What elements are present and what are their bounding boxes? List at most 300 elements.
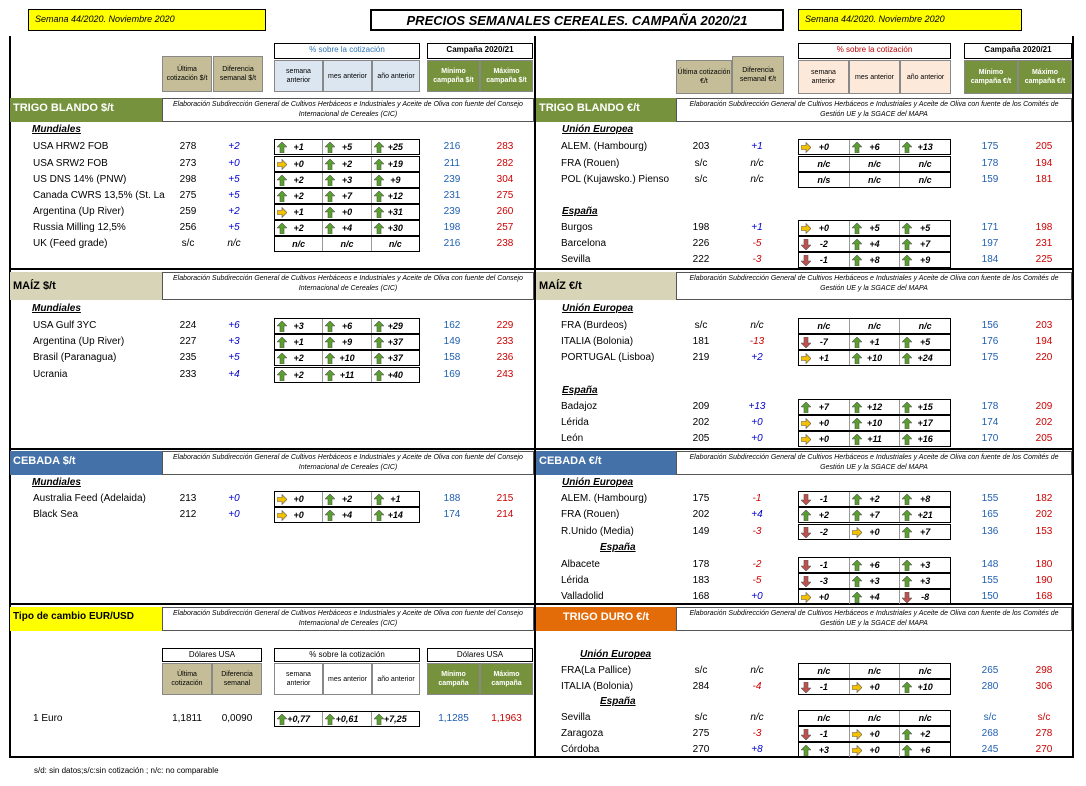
pct-month — [850, 221, 901, 235]
arrow-down-icon — [801, 239, 811, 250]
fx-header-semana: semana anterior — [274, 663, 323, 695]
header-ano: año anterior — [372, 60, 420, 92]
pct-month — [850, 743, 901, 757]
row-pct-changes — [798, 350, 951, 366]
row-name: Sevilla — [561, 712, 591, 723]
pct-week-value: -1 — [819, 729, 828, 739]
row-last-price: 198 — [692, 222, 710, 233]
row-season-max: s/c — [1037, 712, 1051, 723]
row-pct-changes — [798, 156, 951, 172]
row-weekly-diff: -3 — [752, 254, 762, 265]
row-weekly-diff: -5 — [752, 575, 762, 586]
pct-month-value: +5 — [341, 142, 353, 152]
subheading-ue-duro: Unión Europea — [580, 649, 652, 660]
pct-year-value: +37 — [387, 337, 403, 347]
row-weekly-diff: +4 — [228, 369, 240, 380]
row-weekly-diff: +2 — [228, 206, 240, 217]
arrow-up-icon — [374, 714, 384, 725]
pct-year — [900, 508, 950, 522]
row-season-min: 149 — [443, 336, 461, 347]
row-name: POL (Kujawsko.) Pienso — [561, 174, 670, 185]
row-last-price: s/c — [181, 238, 195, 249]
row-pct-changes — [274, 367, 420, 383]
price-row — [0, 350, 1086, 366]
row-last-price: 178 — [692, 559, 710, 570]
pct-week-value: n/c — [817, 321, 831, 331]
row-last-price: 203 — [692, 141, 710, 152]
header-pct: % sobre la cotización — [274, 43, 420, 59]
row-name: USA Gulf 3YC — [33, 320, 97, 331]
pct-week-value: +0 — [818, 142, 829, 152]
pct-month-value: +10 — [866, 418, 883, 428]
row-last-price: 183 — [692, 575, 710, 586]
pct-week-value: +0 — [293, 494, 304, 504]
row-season-min: 184 — [981, 254, 999, 265]
row-season-max: 260 — [496, 206, 514, 217]
pct-month-value: +4 — [869, 592, 880, 602]
footer-legend: s/d: sin datos;s/c:sin cotización ; n/c: no comparable — [34, 766, 219, 775]
row-season-max: 168 — [1035, 591, 1053, 602]
row-season-min: 280 — [981, 681, 999, 692]
row-name: ALEM. (Hambourg) — [561, 141, 648, 152]
row-name: Australia Feed (Adelaida) — [33, 493, 146, 504]
pct-month-value: n/c — [868, 159, 882, 169]
fx-header-mes: mes anterior — [323, 663, 372, 695]
arrow-up-icon — [852, 576, 862, 587]
arrow-right-icon — [801, 353, 811, 364]
source-note-maiz-eur: Elaboración Subdirección General de Cultivos Herbáceos e Industriales y Aceite de Oliva con fuente de los Comités de Gestión UE y la SGACE del MAPA — [676, 272, 1072, 300]
row-weekly-diff: +2 — [751, 352, 763, 363]
section-trigo-duro: TRIGO DURO €/t — [536, 607, 676, 631]
source-note-trigo-usd: Elaboración Subdirección General de Cultivos Herbáceos e Industriales y Aceite de Oliva con fuente del Consejo Internacional de Cereales (CIC) — [162, 98, 534, 122]
pct-year-value: n/c — [918, 666, 932, 676]
pct-week-value: -1 — [819, 560, 828, 570]
arrow-down-icon — [902, 592, 912, 603]
row-name: Sevilla — [561, 254, 591, 265]
section-trigo-usd: TRIGO BLANDO $/t — [10, 98, 162, 122]
arrow-up-icon — [801, 510, 811, 521]
row-season-max: 203 — [1035, 320, 1053, 331]
row-weekly-diff: +0 — [228, 509, 240, 520]
pct-week-value: +0,77 — [287, 714, 311, 724]
pct-year-value: n/c — [388, 239, 402, 249]
row-season-min: 162 — [443, 320, 461, 331]
arrow-right-icon — [277, 207, 287, 218]
row-season-min: 156 — [981, 320, 999, 331]
row-season-min: 175 — [981, 141, 999, 152]
arrow-up-icon — [902, 527, 912, 538]
price-row — [0, 415, 1086, 431]
fx-min: 1,1285 — [438, 713, 469, 724]
row-name: US DNS 14% (PNW) — [33, 174, 127, 185]
section-fx: Tipo de cambio EUR/USD — [10, 607, 162, 631]
row-weekly-diff: -3 — [752, 526, 762, 537]
row-last-price: 149 — [692, 526, 710, 537]
fx-header-maximo: Máximo campaña — [480, 663, 533, 695]
subheading-espana-maiz: España — [562, 385, 598, 396]
pct-year — [372, 189, 419, 203]
price-row — [0, 557, 1086, 573]
pct-week — [799, 400, 850, 414]
row-season-min: 174 — [981, 417, 999, 428]
row-last-price: 181 — [692, 336, 710, 347]
row-season-max: 229 — [496, 320, 514, 331]
row-name: Lérida — [561, 575, 589, 586]
row-pct-changes — [798, 139, 951, 155]
pct-year-value: n/c — [918, 713, 932, 723]
row-name: Brasil (Paranagua) — [33, 352, 117, 363]
pct-month — [850, 680, 901, 694]
pct-year-value: +31 — [387, 207, 403, 217]
row-season-max: 304 — [496, 174, 514, 185]
pct-year-value: +21 — [917, 510, 933, 520]
row-season-max: 238 — [496, 238, 514, 249]
header-mes-eur: mes anterior — [849, 60, 900, 94]
row-name: Burgos — [561, 222, 593, 233]
pct-month-value: +10 — [339, 353, 355, 363]
pct-month — [850, 727, 901, 741]
fx-last: 1,1811 — [172, 713, 202, 724]
pct-month-value: +6 — [341, 321, 353, 331]
row-name: R.Unido (Media) — [561, 526, 634, 537]
pct-year-value: +17 — [917, 418, 933, 428]
pct-week-value: +1 — [293, 337, 304, 347]
pct-year-value: +5 — [920, 337, 931, 347]
row-pct-changes — [798, 491, 951, 507]
pct-month-value: n/c — [868, 713, 882, 723]
pct-month-value: +12 — [866, 402, 883, 412]
pct-month — [850, 590, 901, 604]
subheading-espana-duro: España — [600, 696, 636, 707]
pct-month-value: +2 — [341, 494, 353, 504]
pct-week-value: +0 — [818, 592, 829, 602]
pct-year — [372, 368, 419, 382]
row-pct-changes — [274, 188, 420, 204]
arrow-up-icon — [902, 337, 912, 348]
price-row — [0, 139, 1086, 155]
pct-week-value: n/c — [292, 239, 306, 249]
pct-month-value: +6 — [869, 142, 880, 152]
header-ultima-eur: Última cotización €/t — [676, 60, 732, 94]
arrow-up-icon — [902, 729, 912, 740]
arrow-up-icon — [801, 745, 811, 756]
price-row — [0, 204, 1086, 220]
row-last-price: 224 — [179, 320, 197, 331]
row-name: Zaragoza — [561, 728, 604, 739]
pct-year-value: +2 — [920, 729, 931, 739]
row-season-min: 198 — [443, 222, 461, 233]
fx-header-dolares-2: Dólares USA — [427, 648, 533, 662]
arrow-up-icon — [852, 592, 862, 603]
row-weekly-diff: +5 — [228, 352, 240, 363]
subheading-espana-trigo: España — [562, 206, 598, 217]
row-weekly-diff: +0 — [751, 433, 763, 444]
pct-year-value: +9 — [390, 175, 401, 185]
arrow-up-icon — [325, 207, 335, 218]
price-row — [0, 188, 1086, 204]
pct-month-value: +0,61 — [335, 714, 359, 724]
pct-year — [900, 140, 950, 154]
row-pct-changes — [798, 415, 951, 431]
pct-week — [799, 221, 850, 235]
pct-year-value: +19 — [387, 159, 403, 169]
row-last-price: s/c — [694, 320, 708, 331]
pct-month — [850, 416, 901, 430]
row-last-price: 275 — [692, 728, 710, 739]
row-season-min: 178 — [981, 401, 999, 412]
pct-week-value: +0 — [818, 434, 829, 444]
pct-month — [850, 237, 901, 251]
arrow-up-icon — [902, 353, 912, 364]
section-maiz-eur: MAÍZ €/t — [536, 272, 676, 300]
row-name: Canada CWRS 13,5% (St. La — [33, 190, 165, 201]
arrow-up-icon — [852, 353, 862, 364]
pct-year-value: +37 — [387, 353, 403, 363]
arrow-down-icon — [801, 729, 811, 740]
row-pct-changes — [798, 334, 951, 350]
arrow-up-icon — [852, 434, 862, 445]
source-note-maiz-usd: Elaboración Subdirección General de Cultivos Herbáceos e Industriales y Aceite de Oliva con fuente del Consejo Internacional de Cereales (CIC) — [162, 272, 534, 300]
pct-year-value: +6 — [920, 745, 931, 755]
arrow-up-icon — [852, 337, 862, 348]
fx-row — [0, 711, 1086, 727]
arrow-right-icon — [801, 142, 811, 153]
row-season-max: 205 — [1035, 433, 1053, 444]
pct-week — [799, 319, 850, 333]
pct-month-value: +8 — [869, 255, 880, 265]
arrow-up-icon — [902, 510, 912, 521]
pct-month — [323, 205, 371, 219]
row-weekly-diff: +1 — [751, 222, 763, 233]
pct-week — [799, 335, 850, 349]
row-season-max: 194 — [1035, 158, 1053, 169]
fx-name: 1 Euro — [33, 713, 63, 724]
pct-year-value: +9 — [920, 255, 931, 265]
arrow-up-icon — [277, 191, 287, 202]
header-diferencia-usd: Diferencia semanal $/t — [213, 56, 263, 92]
pct-year — [900, 416, 950, 430]
row-last-price: 235 — [179, 352, 197, 363]
row-season-min: 178 — [981, 158, 999, 169]
arrow-up-icon — [852, 494, 862, 505]
pct-year — [900, 492, 950, 506]
pct-week-value: +0 — [818, 223, 829, 233]
pct-month-value: +6 — [869, 560, 880, 570]
arrow-up-icon — [902, 142, 912, 153]
row-pct-changes — [798, 172, 951, 188]
pct-week-value: n/s — [817, 175, 831, 185]
row-last-price: 202 — [692, 509, 710, 520]
pct-week-value: +2 — [818, 510, 829, 520]
pct-month — [850, 558, 901, 572]
pct-week — [799, 157, 850, 171]
row-last-price: s/c — [694, 174, 708, 185]
pct-year-value: +5 — [920, 223, 931, 233]
row-season-max: 233 — [496, 336, 514, 347]
price-row — [0, 318, 1086, 334]
arrow-up-icon — [801, 402, 811, 413]
divider-1 — [9, 268, 1074, 270]
arrow-right-icon — [801, 592, 811, 603]
row-season-min: 176 — [981, 336, 999, 347]
subheading-ue-trigo: Unión Europea — [562, 124, 634, 135]
arrow-right-icon — [852, 527, 862, 538]
row-season-max: 202 — [1035, 417, 1053, 428]
row-last-price: 219 — [692, 352, 710, 363]
pct-month — [850, 319, 901, 333]
pct-year-value: +24 — [917, 353, 933, 363]
row-weekly-diff: +0 — [751, 417, 763, 428]
row-name: Ucrania — [33, 369, 68, 380]
row-weekly-diff: -4 — [752, 681, 762, 692]
section-cebada-usd: CEBADA $/t — [10, 451, 162, 475]
pct-month-value: +7 — [869, 510, 880, 520]
pct-week — [799, 416, 850, 430]
pct-month-value: +2 — [869, 494, 880, 504]
pct-year-value: +7,25 — [383, 714, 407, 724]
pct-month — [850, 432, 901, 446]
pct-year-value: +13 — [917, 142, 933, 152]
pct-month — [850, 140, 901, 154]
row-name: Argentina (Up River) — [33, 336, 125, 347]
row-last-price: 273 — [179, 158, 197, 169]
arrow-down-icon — [801, 682, 811, 693]
header-semana: semana anterior — [274, 60, 323, 92]
row-pct-changes — [798, 507, 951, 523]
row-season-min: 239 — [443, 174, 461, 185]
fx-header-minimo: Mínimo campaña — [427, 663, 480, 695]
pct-month — [850, 574, 901, 588]
price-row — [0, 491, 1086, 507]
subheading-mundiales-trigo: Mundiales — [32, 124, 81, 135]
row-name: ALEM. (Hambourg) — [561, 493, 648, 504]
row-season-min: 170 — [981, 433, 999, 444]
row-season-max: 225 — [1035, 254, 1053, 265]
pct-year — [900, 221, 950, 235]
arrow-right-icon — [801, 418, 811, 429]
row-name: Badajoz — [561, 401, 598, 412]
pct-year-value: +3 — [920, 560, 931, 570]
pct-month-value: +3 — [341, 175, 353, 185]
pct-month-value: +0 — [869, 745, 880, 755]
row-season-min: 265 — [981, 665, 999, 676]
price-row — [0, 236, 1086, 252]
row-last-price: 233 — [179, 369, 197, 380]
pct-month-value: +11 — [867, 434, 882, 444]
pct-month-value: n/c — [868, 666, 882, 676]
row-season-min: 245 — [981, 744, 999, 755]
row-pct-changes — [798, 318, 951, 334]
pct-year-value: +15 — [917, 402, 933, 412]
arrow-up-icon — [325, 191, 335, 202]
row-season-max: 236 — [496, 352, 514, 363]
row-last-price: s/c — [694, 158, 708, 169]
header-diferencia-eur: Diferencia semanal €/t — [732, 56, 784, 94]
pct-week-value: -1 — [819, 494, 828, 504]
arrow-up-icon — [325, 370, 335, 381]
arrow-up-icon — [902, 494, 912, 505]
row-name: USA SRW2 FOB — [33, 158, 108, 169]
pct-week — [799, 237, 850, 251]
fx-header-ano: año anterior — [372, 663, 420, 695]
row-pct-changes — [798, 431, 951, 447]
pct-year-value: n/c — [918, 175, 932, 185]
row-weekly-diff: +6 — [228, 320, 240, 331]
pct-year — [900, 253, 950, 267]
fx-header-ultima: Última cotización — [162, 663, 212, 695]
pct-week-value: -7 — [819, 337, 828, 347]
price-row — [0, 663, 1086, 679]
row-last-price: 202 — [692, 417, 710, 428]
row-pct-changes — [798, 589, 951, 605]
pct-week — [275, 712, 323, 726]
row-name: Argentina (Up River) — [33, 206, 125, 217]
arrow-up-icon — [325, 714, 335, 725]
row-weekly-diff: n/c — [750, 665, 764, 676]
subheading-ue-cebada: Unión Europea — [562, 477, 634, 488]
header-min-usd: Mínimo campaña $/t — [427, 60, 480, 92]
row-season-min: 169 — [443, 369, 461, 380]
pct-year-value: +30 — [387, 223, 403, 233]
pct-week-value: +2 — [293, 223, 304, 233]
arrow-up-icon — [852, 142, 862, 153]
row-last-price: 256 — [179, 222, 197, 233]
pct-month — [850, 525, 901, 539]
price-row — [0, 172, 1086, 188]
pct-month-value: +7 — [341, 191, 353, 201]
row-season-min: 216 — [443, 238, 461, 249]
pct-week-value: +1 — [818, 353, 829, 363]
price-row — [0, 573, 1086, 589]
week-label-left: Semana 44/2020. Noviembre 2020 — [28, 9, 266, 31]
row-weekly-diff: +5 — [228, 174, 240, 185]
row-season-min: 239 — [443, 206, 461, 217]
row-name: León — [561, 433, 584, 444]
pct-month — [323, 189, 371, 203]
pct-week — [799, 525, 850, 539]
pct-year-value: +1 — [390, 494, 401, 504]
row-pct-changes — [798, 557, 951, 573]
pct-month-value: +0 — [869, 729, 880, 739]
row-season-min: 158 — [443, 352, 461, 363]
pct-week-value: -1 — [819, 255, 828, 265]
pct-year — [372, 712, 419, 726]
price-row — [0, 156, 1086, 172]
pct-week — [799, 140, 850, 154]
price-row — [0, 431, 1086, 447]
row-weekly-diff: -5 — [752, 238, 762, 249]
pct-year — [900, 590, 950, 604]
row-weekly-diff: +13 — [748, 401, 766, 412]
pct-month — [850, 253, 901, 267]
pct-week-value: +1 — [293, 207, 304, 217]
pct-week — [799, 574, 850, 588]
row-weekly-diff: -2 — [752, 559, 762, 570]
pct-year — [900, 400, 950, 414]
pct-week — [799, 664, 850, 678]
week-label-right: Semana 44/2020. Noviembre 2020 — [798, 9, 1022, 31]
row-name: USA HRW2 FOB — [33, 141, 109, 152]
pct-week — [799, 680, 850, 694]
row-name: PORTUGAL (Lisboa) — [561, 352, 655, 363]
row-season-max: 153 — [1035, 526, 1053, 537]
arrow-up-icon — [852, 560, 862, 571]
row-last-price: 226 — [692, 238, 710, 249]
pct-year — [900, 664, 950, 678]
row-weekly-diff: n/c — [750, 712, 764, 723]
row-last-price: 298 — [179, 174, 197, 185]
pct-week-value: +0 — [818, 418, 829, 428]
